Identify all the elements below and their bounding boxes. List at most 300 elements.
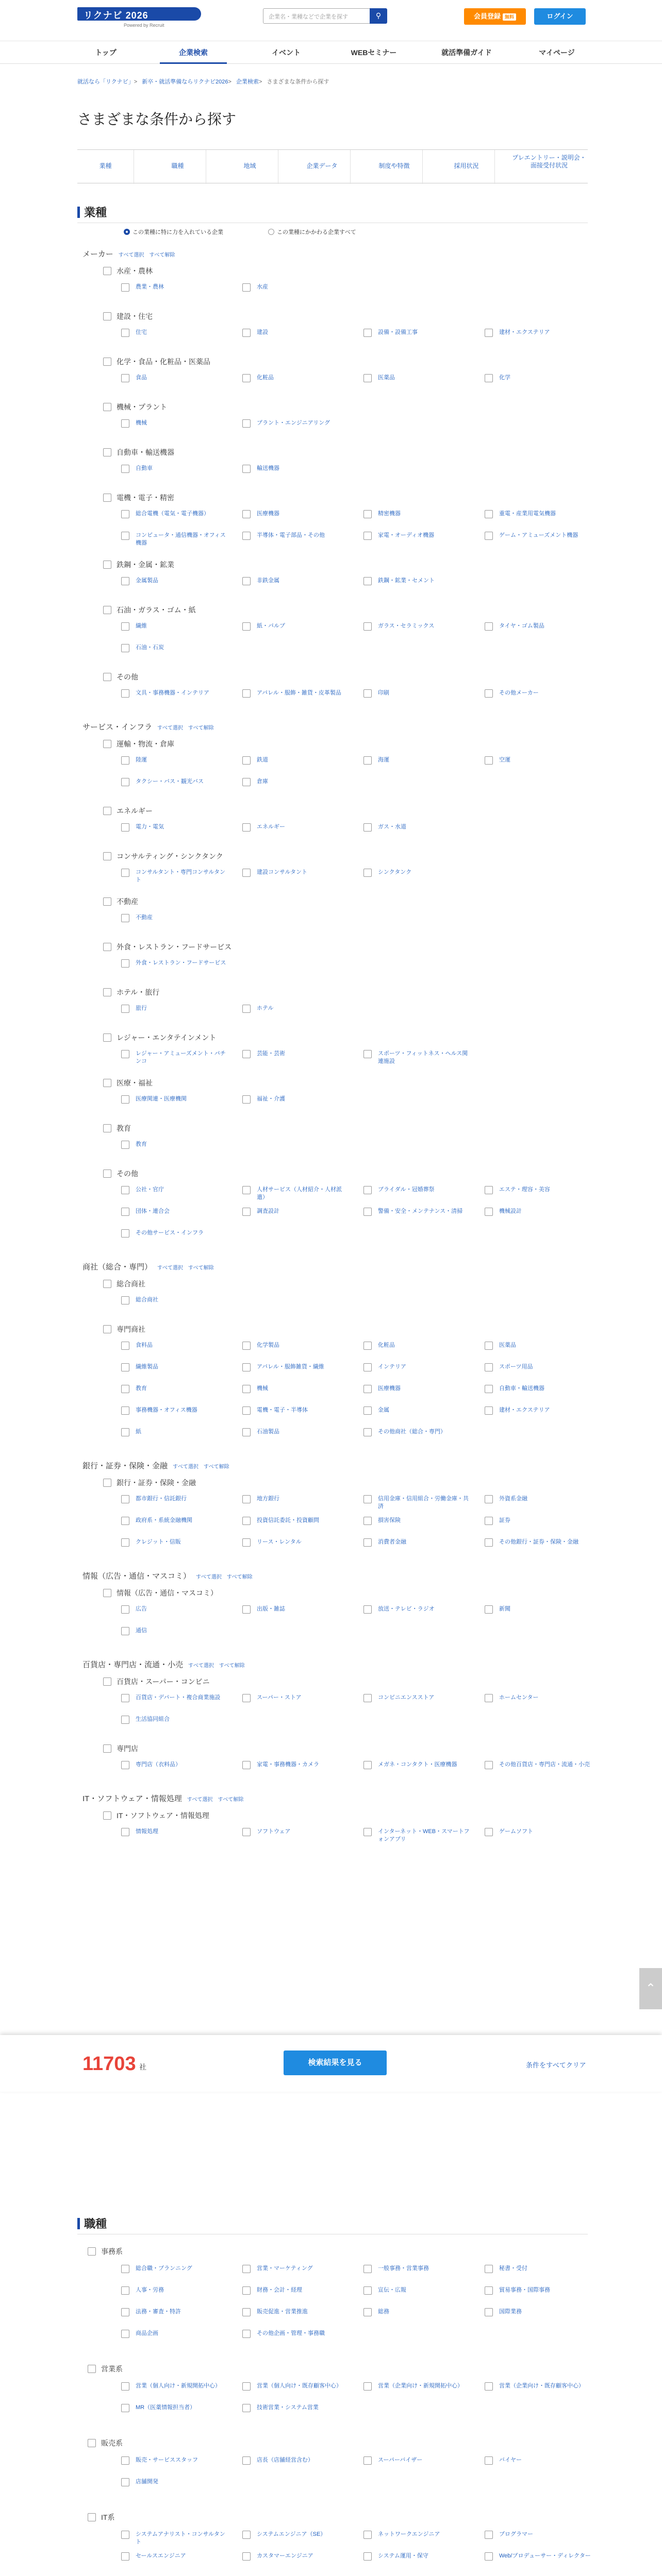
nav-top[interactable]: トップ (95, 48, 117, 57)
option-checkbox[interactable] (378, 1186, 471, 1194)
heading-bar (77, 2218, 80, 2229)
option-checkbox[interactable] (378, 2265, 471, 2273)
option-checkbox[interactable] (136, 2456, 228, 2464)
checkbox-icon (485, 329, 493, 337)
option-label: プラント・エンジニアリング (257, 420, 330, 426)
option-label: 貿易事務・国際事務 (499, 2287, 550, 2293)
checkbox-icon (363, 2265, 372, 2273)
option-checkbox[interactable] (499, 756, 592, 764)
option-checkbox[interactable] (499, 329, 592, 336)
option-checkbox[interactable] (257, 2456, 350, 2464)
clear-all-link[interactable]: すべて解除 (226, 1574, 253, 1580)
option-checkbox[interactable] (378, 1495, 471, 1511)
option-label: インターネット・WEB・スマートフォンアプリ (378, 1828, 470, 1842)
option-checkbox[interactable] (257, 577, 350, 585)
option-checkbox[interactable] (136, 2531, 228, 2546)
checkbox-icon (485, 1538, 493, 1547)
option-label: リース・レンタル (257, 1539, 302, 1545)
option-checkbox[interactable] (136, 2286, 228, 2294)
option-checkbox[interactable] (257, 1694, 350, 1702)
checkbox-icon (242, 1342, 251, 1350)
checkbox-icon (121, 914, 129, 922)
option-checkbox[interactable] (257, 1005, 350, 1012)
option-label: スポーツ用品 (499, 1364, 533, 1370)
option-checkbox[interactable] (136, 1716, 228, 1723)
option-checkbox[interactable] (378, 756, 471, 764)
option-checkbox[interactable] (257, 1517, 350, 1524)
clear-all-link[interactable]: すべて解除 (219, 1663, 245, 1669)
checkbox-icon (103, 561, 111, 569)
option-checkbox[interactable] (136, 1296, 228, 1304)
option-checkbox[interactable] (257, 622, 350, 630)
option-checkbox[interactable] (257, 1342, 350, 1349)
option-checkbox[interactable] (378, 1208, 471, 1215)
option-label: 食品 (136, 375, 147, 381)
option-checkbox[interactable] (257, 869, 350, 876)
tab-industry[interactable]: 業種 (77, 150, 134, 184)
option-label: 店長（店舗経営含む） (257, 2457, 313, 2463)
checkbox-icon (121, 510, 129, 518)
nav-events[interactable]: イベント (272, 48, 301, 57)
option-checkbox[interactable] (136, 823, 228, 831)
option-checkbox[interactable] (257, 283, 350, 291)
option-checkbox[interactable] (257, 756, 350, 764)
option-checkbox[interactable] (257, 419, 350, 427)
option-checkbox[interactable] (257, 2265, 350, 2273)
option-checkbox[interactable] (499, 532, 592, 539)
option-checkbox[interactable] (499, 2286, 592, 2294)
option-checkbox[interactable] (136, 1342, 228, 1349)
option-checkbox[interactable] (378, 1828, 471, 1843)
option-label: 政府系・系統金融機関 (136, 1517, 192, 1523)
option-checkbox[interactable] (136, 1208, 228, 1215)
checkbox-icon (121, 1385, 129, 1393)
option-label: 家電・事務機器・カメラ (257, 1761, 319, 1768)
option-checkbox[interactable] (257, 1605, 350, 1613)
option-checkbox[interactable] (499, 1495, 592, 1503)
option-checkbox[interactable] (378, 1363, 471, 1371)
industry-subgroup[interactable] (103, 739, 174, 749)
option-checkbox[interactable] (136, 1005, 228, 1012)
option-checkbox[interactable] (499, 1828, 592, 1836)
option-checkbox[interactable] (136, 510, 228, 518)
option-label: 団体・連合会 (136, 1208, 170, 1214)
option-checkbox[interactable] (378, 1406, 471, 1414)
option-checkbox[interactable] (499, 2382, 592, 2390)
breadcrumb-item[interactable]: 企業検索 (236, 79, 259, 85)
option-checkbox[interactable] (136, 419, 228, 427)
checkbox-icon (121, 1605, 129, 1614)
option-checkbox[interactable] (257, 2330, 350, 2337)
job-group[interactable] (88, 2364, 123, 2374)
option-checkbox[interactable] (136, 622, 228, 630)
option-checkbox[interactable] (136, 374, 228, 382)
subgroup-label: 情報（広告・通信・マスコミ） (117, 1589, 218, 1597)
option-checkbox[interactable] (499, 1186, 592, 1194)
select-all-link[interactable]: すべて選択 (188, 1663, 214, 1669)
option-checkbox[interactable] (136, 1627, 228, 1635)
nav-mypage[interactable]: マイページ (539, 48, 575, 57)
industry-subgroup[interactable] (103, 493, 174, 503)
option-checkbox[interactable] (136, 1495, 228, 1503)
clear-conditions-link[interactable]: 条件をすべてクリア (526, 2061, 586, 2069)
option-checkbox[interactable] (257, 689, 350, 697)
option-checkbox[interactable] (136, 329, 228, 336)
option-checkbox[interactable] (257, 2552, 350, 2560)
subgroup-label: 教育 (117, 1124, 131, 1132)
clear-all-link[interactable]: すべて解除 (149, 252, 175, 258)
radio-focus-industry[interactable] (124, 228, 223, 236)
checkbox-icon (363, 823, 372, 832)
option-checkbox[interactable] (499, 2265, 592, 2273)
option-checkbox[interactable] (136, 1406, 228, 1414)
checkbox-icon (103, 1811, 111, 1820)
option-label: スポーツ・フィットネス・ヘルス関連施設 (378, 1050, 468, 1064)
industry-subgroup[interactable] (103, 1588, 218, 1598)
option-label: アパレル・服飾・雑貨・皮革製品 (257, 690, 341, 696)
checkbox-icon (485, 756, 493, 765)
option-checkbox[interactable] (136, 778, 228, 786)
option-checkbox[interactable] (257, 374, 350, 382)
option-label: 国際業務 (499, 2309, 522, 2315)
option-checkbox[interactable] (499, 1385, 592, 1393)
option-checkbox[interactable] (499, 1342, 592, 1349)
login-button[interactable]: ログイン (534, 8, 586, 25)
option-checkbox[interactable] (378, 1050, 471, 1065)
tab-job[interactable]: 職種 (150, 150, 206, 184)
option-checkbox[interactable] (378, 1342, 471, 1349)
industry-subgroup[interactable] (103, 560, 174, 570)
option-checkbox[interactable] (378, 374, 471, 382)
option-label: 自動車・輸送機器 (499, 1385, 544, 1392)
option-checkbox[interactable] (499, 2552, 592, 2560)
option-checkbox[interactable] (499, 1538, 592, 1546)
option-checkbox[interactable] (499, 1605, 592, 1613)
option-checkbox[interactable] (257, 1428, 350, 1436)
option-checkbox[interactable] (378, 329, 471, 336)
option-checkbox[interactable] (136, 1538, 228, 1546)
industry-subgroup[interactable] (103, 1123, 131, 1133)
option-label: ゲーム・アミューズメント機器 (499, 532, 578, 538)
option-checkbox[interactable] (378, 532, 471, 539)
checkbox-icon (485, 1495, 493, 1503)
checkbox-icon (103, 403, 111, 411)
industry-subgroup[interactable] (103, 605, 196, 615)
checkbox-icon (363, 1761, 372, 1769)
clear-all-link[interactable]: すべて解除 (218, 1797, 244, 1803)
nav-company-search[interactable]: 企業検索 (160, 41, 227, 64)
industry-subgroup[interactable] (103, 1478, 196, 1488)
option-checkbox[interactable] (136, 869, 228, 884)
option-checkbox[interactable] (499, 1208, 592, 1215)
industry-subgroup[interactable] (103, 942, 231, 952)
search-icon[interactable]: ⚲ (370, 8, 387, 24)
industry-subgroup[interactable] (103, 987, 159, 997)
option-checkbox[interactable] (257, 2404, 350, 2412)
industry-subgroup[interactable] (103, 672, 138, 682)
option-checkbox[interactable] (378, 1428, 471, 1436)
industry-subgroup[interactable] (103, 1168, 138, 1179)
option-checkbox[interactable] (136, 1828, 228, 1836)
option-checkbox[interactable] (499, 1406, 592, 1414)
checkbox-icon (242, 869, 251, 877)
logo-text: リクナビ 2026 (84, 10, 148, 21)
option-checkbox[interactable] (257, 1095, 350, 1103)
checkbox-icon (363, 2531, 372, 2539)
option-checkbox[interactable] (499, 2308, 592, 2316)
job-group[interactable] (88, 2246, 123, 2257)
industry-subgroup[interactable] (103, 311, 153, 321)
checkbox-icon (485, 2456, 493, 2465)
industry-subgroup[interactable] (103, 806, 153, 816)
select-all-link[interactable]: すべて選択 (157, 725, 183, 731)
checkbox-icon (242, 2382, 251, 2391)
industry-subgroup[interactable] (103, 266, 153, 276)
radio-all-industry[interactable] (268, 228, 356, 236)
subgroup-label: 水産・農林 (117, 267, 153, 275)
option-checkbox[interactable] (257, 778, 350, 786)
checkbox-icon (363, 1385, 372, 1393)
option-label: 医療機器 (257, 511, 279, 517)
select-all-link[interactable]: すべて選択 (157, 1265, 183, 1271)
option-checkbox[interactable] (378, 2552, 471, 2560)
option-checkbox[interactable] (136, 465, 228, 472)
option-checkbox[interactable] (378, 689, 471, 697)
option-checkbox[interactable] (136, 644, 228, 652)
option-checkbox[interactable] (257, 1208, 350, 1215)
option-checkbox[interactable] (257, 1050, 350, 1058)
option-label: スーパーバイザー (378, 2457, 423, 2463)
checkbox-icon (242, 374, 251, 382)
option-checkbox[interactable] (499, 2456, 592, 2464)
checkbox-icon (121, 2404, 129, 2412)
site-logo[interactable] (77, 7, 201, 30)
tab-company-data[interactable]: 企業データ (294, 150, 351, 184)
option-checkbox[interactable] (136, 1517, 228, 1524)
breadcrumb: 就活なら「リクナビ」> 新卒・就活準備ならリクナビ2026> 企業検索> さまざまな条件から探す (77, 79, 329, 85)
option-checkbox[interactable] (257, 823, 350, 831)
option-checkbox[interactable] (378, 1605, 471, 1613)
option-label: 化学製品 (257, 1342, 279, 1348)
checkbox-icon (121, 532, 129, 540)
tab-entry-status[interactable]: プレエントリー・説明会・面接受付状況 (512, 154, 586, 169)
option-checkbox[interactable] (136, 2552, 228, 2560)
option-checkbox[interactable] (378, 2531, 471, 2538)
option-checkbox[interactable] (136, 1428, 228, 1436)
industry-subgroup[interactable] (103, 1324, 145, 1334)
group-label: 事務系 (101, 2247, 123, 2256)
option-label: 営業（企業向け・新規開拓中心） (378, 2383, 463, 2389)
subgroup-label: 自動車・輸送機器 (117, 448, 174, 456)
option-label: 医療関連・医療機関 (136, 1096, 187, 1102)
option-checkbox[interactable] (136, 1186, 228, 1194)
option-checkbox[interactable] (257, 1385, 350, 1393)
option-checkbox[interactable] (378, 577, 471, 585)
option-checkbox[interactable] (257, 1363, 350, 1371)
option-checkbox[interactable] (499, 1363, 592, 1371)
checkbox-icon (363, 756, 372, 765)
option-checkbox[interactable] (378, 622, 471, 630)
option-checkbox[interactable] (136, 283, 228, 291)
radio-icon (124, 229, 130, 235)
option-checkbox[interactable] (378, 2308, 471, 2316)
option-checkbox[interactable] (136, 1694, 228, 1702)
option-checkbox[interactable] (378, 510, 471, 518)
option-checkbox[interactable] (499, 510, 592, 518)
option-checkbox[interactable] (378, 869, 471, 876)
option-label: 広告 (136, 1606, 147, 1612)
option-checkbox[interactable] (499, 689, 592, 697)
option-label: 教育 (136, 1385, 147, 1392)
option-checkbox[interactable] (257, 2531, 350, 2538)
option-checkbox[interactable] (136, 2330, 228, 2337)
option-checkbox[interactable] (136, 1363, 228, 1371)
checkbox-icon (121, 1095, 129, 1104)
group-label: 商社（総合・専門） (82, 1263, 153, 1272)
page-top-button[interactable] (639, 1968, 662, 2009)
option-checkbox[interactable] (257, 2286, 350, 2294)
option-checkbox[interactable] (136, 1605, 228, 1613)
industry-subgroup[interactable] (103, 1743, 138, 1754)
option-checkbox[interactable] (257, 1761, 350, 1769)
tab-recruit-status[interactable]: 採用状況 (438, 150, 495, 184)
option-checkbox[interactable] (136, 1229, 228, 1237)
option-checkbox[interactable] (499, 374, 592, 382)
select-all-link[interactable]: すべて選択 (118, 252, 144, 258)
checkbox-icon (242, 577, 251, 585)
option-checkbox[interactable] (136, 1141, 228, 1148)
option-checkbox[interactable] (136, 1095, 228, 1103)
option-checkbox[interactable] (499, 2531, 592, 2538)
checkbox-icon (103, 448, 111, 456)
option-label: その他商社（総合・専門） (378, 1429, 446, 1435)
job-group[interactable] (88, 2512, 114, 2522)
industry-subgroup[interactable] (103, 896, 138, 907)
option-checkbox[interactable] (378, 1761, 471, 1769)
checkbox-icon (363, 1828, 372, 1836)
option-checkbox[interactable] (378, 823, 471, 831)
option-checkbox[interactable] (378, 1538, 471, 1546)
industry-subgroup[interactable] (103, 1676, 210, 1687)
option-checkbox[interactable] (378, 1694, 471, 1702)
option-checkbox[interactable] (257, 510, 350, 518)
industry-subgroup[interactable] (103, 1032, 216, 1043)
option-checkbox[interactable] (136, 532, 228, 547)
option-checkbox[interactable] (257, 2382, 350, 2390)
option-label: 非鉄金属 (257, 578, 279, 584)
option-checkbox[interactable] (136, 689, 228, 697)
breadcrumb-item[interactable]: 就活なら「リクナビ」 (77, 79, 134, 85)
option-checkbox[interactable] (136, 2265, 228, 2273)
checkbox-icon (485, 1363, 493, 1371)
option-label: スーパー・ストア (257, 1694, 302, 1701)
option-checkbox[interactable] (257, 1406, 350, 1414)
clear-all-link[interactable]: すべて解除 (188, 725, 214, 731)
checkbox-icon (242, 1428, 251, 1436)
option-checkbox[interactable] (378, 2286, 471, 2294)
option-checkbox[interactable] (136, 756, 228, 764)
option-checkbox[interactable] (378, 1517, 471, 1524)
option-label: 財務・会計・経理 (257, 2287, 302, 2293)
option-checkbox[interactable] (499, 1694, 592, 1702)
option-checkbox[interactable] (378, 2456, 471, 2464)
option-checkbox[interactable] (136, 1050, 228, 1065)
industry-subgroup[interactable] (103, 1279, 145, 1289)
nav-guide[interactable]: 就活準備ガイド (441, 48, 492, 57)
checkbox-icon (103, 358, 111, 366)
show-results-button[interactable]: 検索結果を見る (284, 2050, 387, 2075)
breadcrumb-item[interactable]: 新卒・就活準備ならリクナビ2026 (142, 79, 228, 85)
option-checkbox[interactable] (257, 1186, 350, 1201)
industry-subgroup[interactable] (103, 402, 167, 412)
subgroup-label: 外食・レストラン・フードサービス (117, 943, 232, 951)
option-checkbox[interactable] (257, 465, 350, 472)
option-checkbox[interactable] (136, 2404, 228, 2412)
option-checkbox[interactable] (136, 2478, 228, 2486)
option-checkbox[interactable] (378, 2382, 471, 2390)
option-checkbox[interactable] (257, 2308, 350, 2316)
option-checkbox[interactable] (257, 1495, 350, 1503)
industry-subgroup[interactable] (103, 1078, 153, 1088)
option-checkbox[interactable] (257, 329, 350, 336)
option-label: 秘書・受付 (499, 2265, 527, 2272)
tab-features[interactable]: 制度や特徴 (366, 150, 423, 184)
industry-subgroup[interactable] (103, 1810, 209, 1821)
option-checkbox[interactable] (499, 622, 592, 630)
option-checkbox[interactable] (257, 1828, 350, 1836)
checkbox-icon (121, 959, 129, 968)
industry-subgroup[interactable] (103, 357, 210, 367)
nav-web-seminar[interactable]: WEBセミナー (351, 48, 397, 57)
select-all-link[interactable]: すべて選択 (196, 1574, 222, 1580)
option-checkbox[interactable] (136, 914, 228, 922)
industry-subgroup[interactable] (103, 447, 174, 457)
clear-all-link[interactable]: すべて解除 (188, 1265, 214, 1271)
option-checkbox[interactable] (136, 959, 228, 967)
checkbox-icon (121, 374, 129, 382)
option-label: ソフトウェア (257, 1828, 291, 1835)
option-checkbox[interactable] (136, 1385, 228, 1393)
checkbox-icon (242, 1385, 251, 1393)
site-header (0, 0, 662, 41)
subgroup-label: コンサルティング・シンクタンク (117, 852, 223, 860)
select-all-link[interactable]: すべて選択 (187, 1797, 213, 1803)
industry-subgroup[interactable] (103, 851, 223, 861)
checkbox-icon (121, 2265, 129, 2273)
select-all-link[interactable]: すべて選択 (173, 1464, 198, 1470)
option-label: 警備・安全・メンテナンス・清掃 (378, 1208, 463, 1214)
register-button[interactable] (464, 8, 526, 25)
option-label: 建設コンサルタント (257, 869, 308, 875)
search-input[interactable] (263, 8, 387, 24)
option-checkbox[interactable] (257, 1538, 350, 1546)
tab-region[interactable]: 地域 (222, 150, 278, 184)
option-checkbox[interactable] (499, 1517, 592, 1524)
job-group[interactable] (88, 2438, 123, 2448)
checkbox-icon (103, 673, 111, 681)
option-label: その他企画・管理・事務職 (257, 2330, 325, 2336)
checkbox-icon (103, 1033, 111, 1042)
clear-all-link[interactable]: すべて解除 (203, 1464, 229, 1470)
option-checkbox[interactable] (136, 2382, 228, 2390)
option-checkbox[interactable] (136, 1761, 228, 1769)
option-label: 芸能・芸術 (257, 1050, 285, 1057)
option-checkbox[interactable] (136, 2308, 228, 2316)
option-checkbox[interactable] (257, 532, 350, 539)
option-checkbox[interactable] (378, 1385, 471, 1393)
option-checkbox[interactable] (499, 1761, 592, 1769)
option-checkbox[interactable] (136, 577, 228, 585)
